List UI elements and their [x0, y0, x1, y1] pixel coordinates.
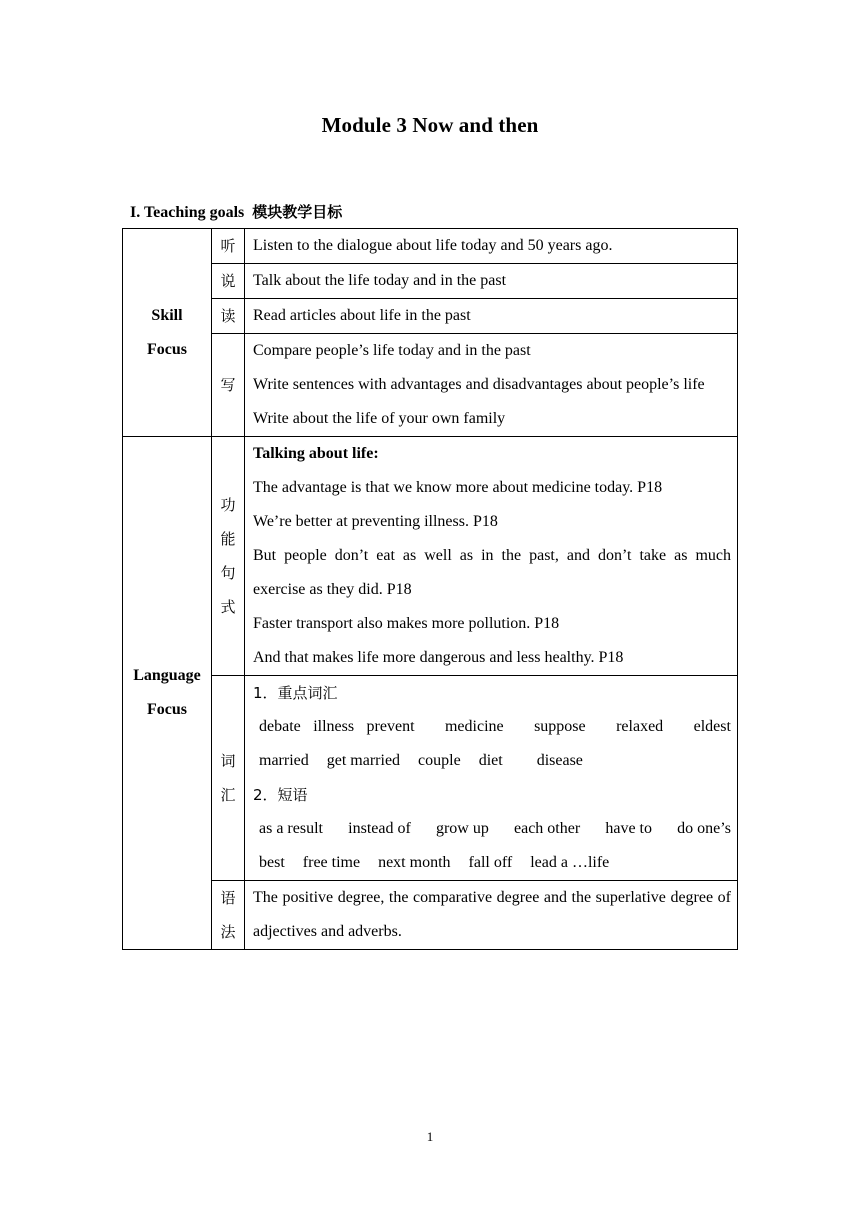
- skill-listening-content: [245, 229, 738, 264]
- phrase: each other: [514, 820, 581, 837]
- vocabulary-word: get married: [326, 752, 401, 769]
- grammar-text: The positive degree, the comparative degree and the superlative degree of adjectives and adverbs.: [253, 889, 731, 940]
- phrase: best: [259, 854, 285, 871]
- vocabulary-content: [245, 676, 738, 881]
- function-sentences-content: [245, 437, 738, 676]
- function-sentences-label: [212, 437, 245, 676]
- language-focus-label-line2: Focus: [147, 701, 187, 718]
- vocabulary-word: illness: [313, 718, 355, 735]
- function-line: But people don’t eat as well as in the past, and don’t take as much exercise as they did. P18: [253, 547, 731, 598]
- skill-writing-content: [245, 334, 738, 437]
- phrase: fall off: [468, 854, 513, 871]
- skill-speaking-label: 说: [212, 264, 245, 299]
- skill-speaking-content: [245, 264, 738, 299]
- skill-reading-label: 读: [212, 299, 245, 334]
- phrase: do one’s: [677, 820, 731, 837]
- skill-content-line: Read articles about life in the past: [253, 307, 471, 324]
- grammar-label: [212, 881, 245, 950]
- phrases-line: [253, 812, 731, 846]
- section-heading-en: I. Teaching goals: [130, 204, 245, 221]
- vocabulary-label: [212, 676, 245, 881]
- function-char: 功: [220, 496, 236, 514]
- table-row: [123, 264, 738, 299]
- language-focus-label-line1: Language: [133, 667, 201, 684]
- function-line: Faster transport also makes more pollution. P18: [253, 615, 560, 632]
- phrase: instead of: [348, 820, 411, 837]
- table-row: [123, 881, 738, 950]
- vocabulary-word: couple: [418, 752, 461, 769]
- vocabulary-word: diet: [478, 752, 503, 769]
- vocabulary-word: prevent: [366, 718, 415, 735]
- skill-content-line: Listen to the dialogue about life today and 50 years ago.: [253, 237, 613, 254]
- vocabulary-heading: 1．重点词汇: [253, 684, 338, 702]
- vocabulary-word: suppose: [534, 718, 586, 735]
- table-row: [123, 229, 738, 264]
- page-title: Module 3 Now and then: [321, 113, 539, 137]
- vocabulary-word: disease: [536, 752, 583, 769]
- skill-content-line: Write sentences with advantages and disadvantages about people’s life: [253, 376, 705, 393]
- function-line: We’re better at preventing illness. P18: [253, 513, 498, 530]
- skill-reading-content: [245, 299, 738, 334]
- phrase: as a result: [259, 820, 323, 837]
- grammar-content: [245, 881, 738, 950]
- phrase: next month: [378, 854, 451, 871]
- teaching-goals-table: [122, 228, 738, 950]
- grammar-char: 法: [220, 923, 236, 941]
- skill-content-line: Write about the life of your own family: [253, 410, 506, 427]
- skill-focus-label: [123, 229, 212, 437]
- function-char: 式: [220, 598, 236, 616]
- vocabulary-word: eldest: [693, 718, 731, 735]
- skill-focus-label-line2: Focus: [147, 340, 187, 358]
- function-char: 句: [220, 564, 236, 582]
- table-row: [123, 334, 738, 437]
- grammar-char: 语: [220, 889, 236, 907]
- vocabulary-char: 汇: [220, 786, 236, 804]
- vocabulary-char: 词: [220, 752, 236, 770]
- function-line: And that makes life more dangerous and less healthy. P18: [253, 649, 624, 666]
- vocabulary-word: married: [259, 752, 309, 769]
- section-heading: [130, 201, 342, 222]
- skill-writing-label: 写: [212, 334, 245, 437]
- vocabulary-words-line: [253, 744, 731, 778]
- function-heading: Talking about life:: [253, 445, 379, 462]
- phrase: free time: [302, 854, 361, 871]
- vocabulary-word: debate: [259, 718, 301, 735]
- phrase: grow up: [435, 820, 489, 837]
- skill-content-line: Talk about the life today and in the past: [253, 272, 507, 289]
- function-line: The advantage is that we know more about medicine today. P18: [253, 479, 663, 496]
- table-row: [123, 299, 738, 334]
- skill-focus-label-line1: Skill: [151, 306, 183, 324]
- phrase: have to: [605, 820, 652, 837]
- phrases-heading: 2．短语: [253, 786, 308, 804]
- skill-listening-label: 听: [212, 229, 245, 264]
- vocabulary-words-line: [253, 710, 731, 744]
- page-number: 1: [426, 1129, 434, 1144]
- vocabulary-word: medicine: [444, 718, 504, 735]
- table-row: [123, 676, 738, 881]
- language-focus-label: [123, 437, 212, 950]
- phrases-line: [253, 846, 731, 880]
- vocabulary-word: relaxed: [616, 718, 664, 735]
- skill-content-line: Compare people’s life today and in the past: [253, 342, 531, 359]
- function-char: 能: [220, 530, 236, 548]
- section-heading-cn: 模块教学目标: [252, 203, 343, 221]
- table-row: [123, 437, 738, 676]
- phrase: lead a …life: [530, 854, 610, 871]
